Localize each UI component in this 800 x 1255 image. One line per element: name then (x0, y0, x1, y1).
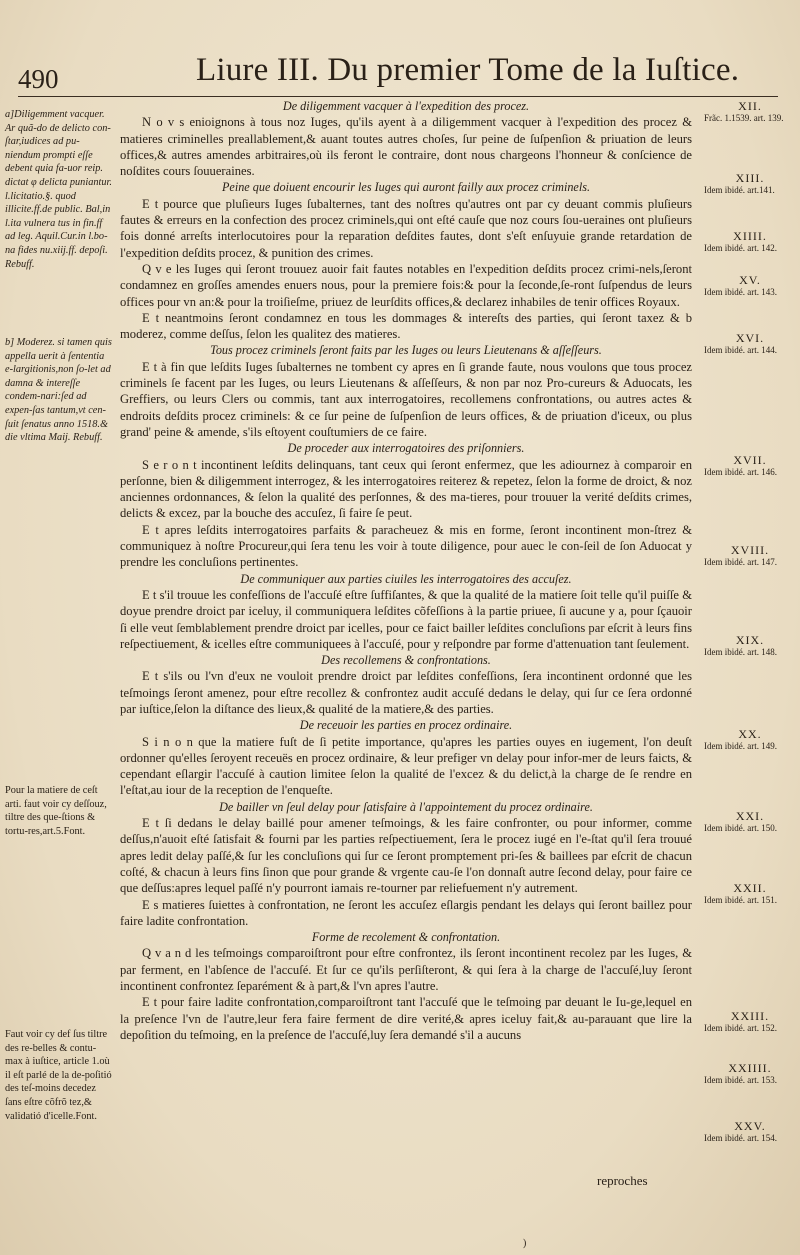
article-body: E t ſi dedans le delay baillé pour amener teſmoings, & les faire confronter, ou pour informer, comme deſſus,n'auoit eſté ſatisfait & fourni par les parties reſpectiuement, ſera le procez iugé en l'e-ſtat qu'il ſera trouué apres ledit delay paſſé,& ſur les concluſions qui ſur ce ſeront promptement pri-ſes & baillees par eſcrit de chacun coſté, & chacun à leurs fins ſinon que pour grande & vrgente cau-ſe l'on donnaſt autre ſecond delay, pour faire ce que deſſus:apres lequel paſſé n'y pourront iamais re-tourner par reliefuement n'y autrement. (120, 816, 692, 896)
margin-note-c: Pour la matiere de ceſt arti. faut voir cy deſſouz, tiltre des que-ſtions & tortu-res,art.5.Font. (5, 785, 107, 837)
article-body: E t s'ils ou l'vn d'eux ne vouloit prendre droict par leſdites confeſſions, ſera incontinent ordonné que les teſmoings ſeront amenez, pour eſtre recollez & confrontez audit accuſé dedans le delay, qui ſur ce ſera ordonné par iuſtice,ſelon la diſtance des lieux,& qualité de la matiere,& des parties. (120, 669, 692, 716)
article-xxv (120, 994, 692, 1043)
article-number: XXII. (733, 881, 767, 895)
article-xiii (120, 179, 692, 260)
page-number: 490 (18, 64, 59, 94)
article-number: XXV. (734, 1119, 766, 1133)
article-body: Q v a n d les teſmoings comparoiſtront pour eſtre confrontez, ils ſeront incontinent recolez par les Iuges, & par ferment, en l'abſence de l'accuſé. Et ſur ce qu'ils perſiſteront, & qui ſera à la charge de l'accuſé,luy ſeront incontinent confrontez ſeparément & à part,& l'vn apres l'autre. (120, 946, 692, 994)
article-ref: Idem ibidé. art. 152. (704, 1023, 777, 1033)
margin-note-b: b] Moderez. si tamen quis appella uerit à ſententia e-largitionis,non ſo-let ad damna & intereſſe condem-nari:ſed ad expen-ſas tantum,vt cen-ſuit ſenatus anno 1518.& die vltima Maij. Rebuff. (5, 337, 112, 444)
article-ref: Idem ibidé. art. 150. (704, 823, 777, 833)
ref-xxiiii (704, 1062, 796, 1086)
article-number: XXIII. (730, 1009, 770, 1023)
article-ref: Idem ibidé. art. 153. (704, 1075, 777, 1085)
article-ref: Idem ibidé. art. 149. (704, 741, 777, 751)
article-body: Q v e les Iuges qui ſeront trouuez auoir fait fautes notables en l'expedition deſdits procez crimi-nels,ſeront condamnez en groſſes amendes enuers nous, pour la premiere fois:& pour la ſeconde,ſe-ront ſuſpendus de leurs offices pour vn an:& pour la troiſieſme, priuez de leurſdits offices,& declarez inhabiles de tenir offices Royaux. (120, 261, 692, 309)
margin-note-d: Faut voir cy def ſus tiltre des re-belles & contu-max à iuſtice, article 1.où il eſt parlé de la de-poſitió des teſ-moins decedez ſans eſtre cõfrõ tez,& validatió d'icelle.Font. (5, 1029, 112, 1122)
running-title: Liure III. Du premier Tome de la Iuſtice. (196, 52, 740, 88)
article-xii (120, 98, 692, 179)
article-body: S i n o n que la matiere fuſt de ſi petite importance, qu'apres les parties ouyes en iugement, l'on deuſt ordonner qu'elles ſeroyent receuës en procez ordinaire, & leur prefiger vn delay pour infor-mer de leurs faicts, & cependant eſlargir l'accuſé à caution limitee ſelon la qualité de l'excez & du delict,à la charge de ſe rendre en l'eſtat,au iour de la reception de l'enqueſte. (120, 734, 692, 798)
article-number: XIII. (735, 171, 765, 185)
ref-xii (704, 100, 796, 124)
ref-xvi (704, 332, 796, 356)
signature-mark: ) (523, 1238, 527, 1249)
article-number: XXI. (735, 809, 765, 823)
article-number: XIIII. (733, 229, 767, 243)
article-body: E t pource que pluſieurs Iuges ſubalternes, tant des noſtres qu'autres ont par cy deuant commis pluſieurs fautes & erreurs en la confection des procez criminels,qui ont eſté cauſe que noz cours ſou-ueraines ont pluſieurs fois donné arreſts interlocutoires pour la reparation deſdites fautes, dont s'eſt enſuyuie grande retardation de l'expedition deſdits procez, & punition des crimes. (120, 196, 692, 260)
ref-xxii (704, 882, 796, 906)
ref-xiiii (704, 230, 796, 254)
article-body: E t neantmoins ſeront condamnez en tous les dommages & intereſts des parties, qui ſeront taxez & b moderez, comme deſſus, ſelon les qualitez des matieres. (120, 310, 692, 342)
article-title: Des recollemens & confrontations. (321, 653, 491, 668)
ref-xvii (704, 454, 796, 478)
article-title: Forme de recolement & confrontation. (311, 930, 501, 945)
article-body: E t s'il trouue les confeſſions de l'accuſé eſtre ſuffiſantes, & que la qualité de la matiere ſoit telle qu'il puiſſe & doyue prendre droict par iceluy, il communiquera leſdites cõfeſſions à la partie priuee, ſi aucune y a, pour ſçauoir ſi elle veut ſemblablement prendre droict par icelles, pour ce faict bailler leſdites concluſions par eſcrit à leurs fins reſpectiuement, & icelles eſtre communiquees à l'accuſé, pour y reſpondre par forme d'attenuation tant ſeulement. (120, 587, 692, 651)
article-ref: Idem ibidé. art. 142. (704, 243, 777, 253)
article-ref: Frãc. 1.1539. art. 139. (704, 113, 784, 123)
article-title: De proceder aux interrogatoires des priſonniers. (287, 441, 525, 456)
article-body: E t pour faire ladite confrontation,comparoiſtront tant l'accuſé que le teſmoing par deuant le Iu-ge,lequel en la preſence l'vn de l'autre,leur fera faire ferment de dire verité,& apres iceluy fait,& au-parauant que lire la depoſition du teſmoing, en la preſence de l'accuſé,luy ſera demandé s'il a aucuns (120, 995, 692, 1042)
article-number: XV. (739, 273, 761, 287)
ref-xxv (704, 1120, 796, 1144)
article-xix (120, 571, 692, 652)
ref-xix (704, 634, 796, 658)
article-xiiii (120, 261, 692, 310)
article-xvi (120, 342, 692, 440)
catchword: reproches (597, 1173, 648, 1188)
article-body: E t apres leſdits interrogatoires parfaits & paracheuez & mis en forme, ſeront incontinent mon-ſtrez & communiquez à noſtre Procureur,qui ſera tenu les voir à toute diligence, pour auec le con-ſeil de ſon Aduocat y prendre les concluſions pertinentes. (120, 522, 692, 570)
article-ref: Idem ibidé. art. 146. (704, 467, 777, 477)
article-body: S e r o n t incontinent leſdits delinquans, tant ceux qui ſeront enfermez, que les adiournez à comparoir en perſonne, bien & diligemment interrogez, & les interrogatoires reiterez & repetez, ſelon la forme de droict, & noz anciennes ordonnances, & ſelon la qualité des perſonnes, & des ma-tieres, pour trouuer la verité deſdits crimes, delicts & excez, par la bouche des accuſez, ſi faire ſe peut. (120, 457, 692, 521)
article-number: XXIIII. (728, 1061, 772, 1075)
article-title: De communiquer aux parties ciuiles les interrogatoires des accuſez. (240, 571, 572, 586)
article-body: N o v s enioignons à tous noz Iuges, qu'ils ayent à a diligemment vacquer à l'expedition des procez & matieres criminelles preallablement,& auant toutes autres choſes, ſur peine de ſuſpenſion & priuation de leurs offices,& autres amendes arbitraires,où ils feront le contraire, dont nous chargeons l'honneur & conſcience de noſdites cours ſouueraines. (120, 115, 692, 179)
ref-xx (704, 728, 796, 752)
ref-xxi (704, 810, 796, 834)
article-xxiiii (120, 929, 692, 994)
article-ref: Idem ibidé. art. 151. (704, 895, 777, 905)
article-ref: Idem ibidé. art. 148. (704, 647, 777, 657)
margin-note-a: a]Diligemment vacquer. Ar quã-do de delicto con-ſtar,iudices ad pu-niendum prompti eſſe debent quia fa-uor reip. dictat φ delicta puniantur. l.licitatio.§. quod illicite.ff.de public. Bal,in l.ita vulnera tus in fin.ff ad leg. Aquil.Cur.in l.bo-na fides nu.xiij.ff. depoſi. Rebuff. (5, 109, 112, 270)
article-body: E t à fin que leſdits Iuges ſubalternes ne tombent cy apres en ſi grande faute, nous voulons que tous procez criminels ſe facent par les Iuges, ou leurs Lieutenans & aſſeſſeurs, & non par noz Pro-cureurs & Aduocats, les Greffiers, ou leurs Clers ou commis, tant aux interrogatoires, recollemens confrontations, ou autres actes & endroits deſdits procez criminels: & ce ſur peine de ſuſpenſion de leurs offices, & de priuation d'iceux, ou plus grand' peine & amende, s'ils eſtoyent couſtumiers de ce faire. (120, 359, 692, 439)
article-number: XVI. (735, 331, 765, 345)
article-title: Tous procez criminels ſeront faits par les Iuges ou leurs Lieutenans & aſſeſſeurs. (210, 343, 602, 358)
article-ref: Idem ibidé. art. 147. (704, 557, 777, 567)
article-title: De bailler vn ſeul delay pour ſatisfaire à l'appointement du procez ordinaire. (219, 799, 593, 814)
article-xv (120, 310, 692, 343)
main-text (120, 98, 692, 1043)
article-number: XVIII. (730, 543, 770, 557)
article-number: XII. (738, 99, 762, 113)
article-xxiii (120, 897, 692, 930)
article-ref: Idem ibidé. art. 144. (704, 345, 777, 355)
article-body: E s matieres ſuiettes à confrontation, ne ſeront les accuſez eſlargis pendant les delays qui ſeront baillez pour faire ladite confrontation. (120, 897, 692, 928)
article-ref: Idem ibidé. art. 154. (704, 1133, 777, 1143)
article-xx (120, 652, 692, 717)
ref-xxiii (704, 1010, 796, 1034)
article-xviii (120, 522, 692, 571)
article-number: XX. (738, 727, 762, 741)
article-xxi (120, 717, 692, 798)
header-rule (18, 96, 778, 97)
article-title: Peine que doiuent encourir les Iuges qui auront failly aux procez criminels. (221, 180, 591, 195)
article-number: XVII. (733, 453, 767, 467)
article-xvii (120, 440, 692, 521)
article-number: XIX. (735, 633, 765, 647)
article-ref: Idem ibidé. art.141. (704, 185, 775, 195)
article-ref: Idem ibidé. art. 143. (704, 287, 777, 297)
article-title: De diligemment vacquer à l'expedition des procez. (282, 99, 530, 113)
ref-xviii (704, 544, 796, 568)
ref-xv (704, 274, 796, 298)
ref-xiii (704, 172, 796, 196)
article-xxii (120, 799, 692, 897)
article-title: De receuoir les parties en procez ordinaire. (299, 718, 513, 733)
